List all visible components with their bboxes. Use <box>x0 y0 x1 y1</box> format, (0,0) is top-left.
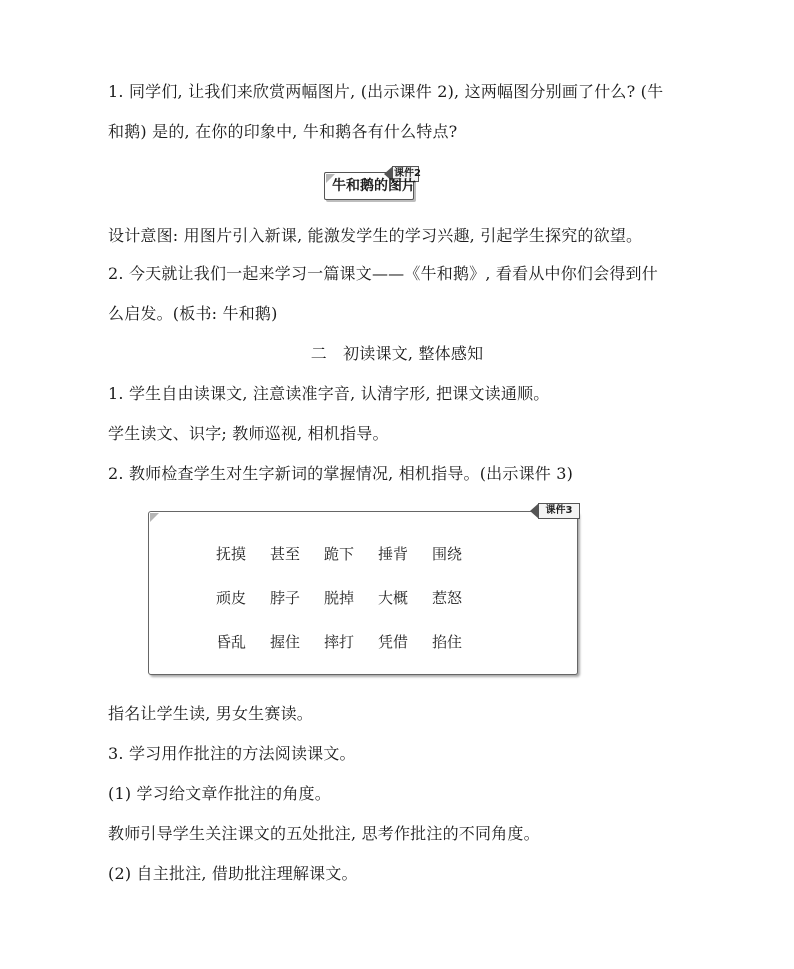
item-2: 2. 教师检查学生对生字新词的掌握情况, 相机指导。(出示课件 3) <box>108 464 574 483</box>
sub-item-1: (1) 学习给文章作批注的角度。 <box>108 784 331 803</box>
courseware-2-caption: 牛和鹅的图片 <box>332 178 416 194</box>
vocab-word: 摔打 <box>324 633 355 651</box>
vocab-word: 脱掉 <box>324 589 355 607</box>
corner-fold-icon <box>150 513 159 522</box>
vocabulary-grid <box>216 543 486 675</box>
courseware-3-box <box>148 503 582 678</box>
section-heading: 二 初读课文, 整体感知 <box>310 344 484 363</box>
sub-item-1-note: 教师引导学生关注课文的五处批注, 思考作批注的不同角度。 <box>108 824 540 843</box>
vocab-word: 凭借 <box>378 633 409 651</box>
courseware-2-tag: 课件2 <box>392 166 419 182</box>
vocab-word: 跪下 <box>324 545 355 563</box>
vocab-word: 掐住 <box>432 633 463 651</box>
para1-line2: 和鹅) 是的, 在你的印象中, 牛和鹅各有什么特点? <box>108 122 458 141</box>
vocab-word: 惹怒 <box>432 589 463 607</box>
item-3: 3. 学习用作批注的方法阅读课文。 <box>108 744 356 763</box>
vocab-word: 围绕 <box>432 545 463 563</box>
item-1-note: 学生读文、识字; 教师巡视, 相机指导。 <box>108 424 389 443</box>
courseware-3-tag: 课件3 <box>538 503 580 519</box>
para2-line1: 2. 今天就让我们一起来学习一篇课文——《牛和鹅》, 看看从中你们会得到什 <box>108 264 658 283</box>
vocab-word: 甚至 <box>270 545 301 563</box>
sub-item-2: (2) 自主批注, 借助批注理解课文。 <box>108 864 358 883</box>
design-intent: 设计意图: 用图片引入新课, 能激发学生的学习兴趣, 引起学生探究的欲望。 <box>108 226 643 245</box>
para2-line2: 么启发。(板书: 牛和鹅) <box>108 304 278 323</box>
vocab-word: 大概 <box>378 589 409 607</box>
vocab-word: 握住 <box>270 633 301 651</box>
courseware-2-box <box>324 166 421 200</box>
item-1: 1. 学生自由读课文, 注意读准字音, 认清字形, 把课文读通顺。 <box>108 384 550 403</box>
vocab-row <box>216 587 486 631</box>
para1-line1: 1. 同学们, 让我们来欣赏两幅图片, (出示课件 2), 这两幅图分别画了什么? (牛 <box>108 82 664 101</box>
vocab-word: 脖子 <box>270 589 301 607</box>
vocab-row <box>216 631 486 675</box>
vocab-word: 抚摸 <box>216 545 247 563</box>
after-box-note: 指名让学生读, 男女生赛读。 <box>108 704 313 723</box>
vocab-word: 顽皮 <box>216 589 247 607</box>
vocab-word: 昏乱 <box>216 633 247 651</box>
vocab-row <box>216 543 486 587</box>
vocab-word: 捶背 <box>378 545 409 563</box>
